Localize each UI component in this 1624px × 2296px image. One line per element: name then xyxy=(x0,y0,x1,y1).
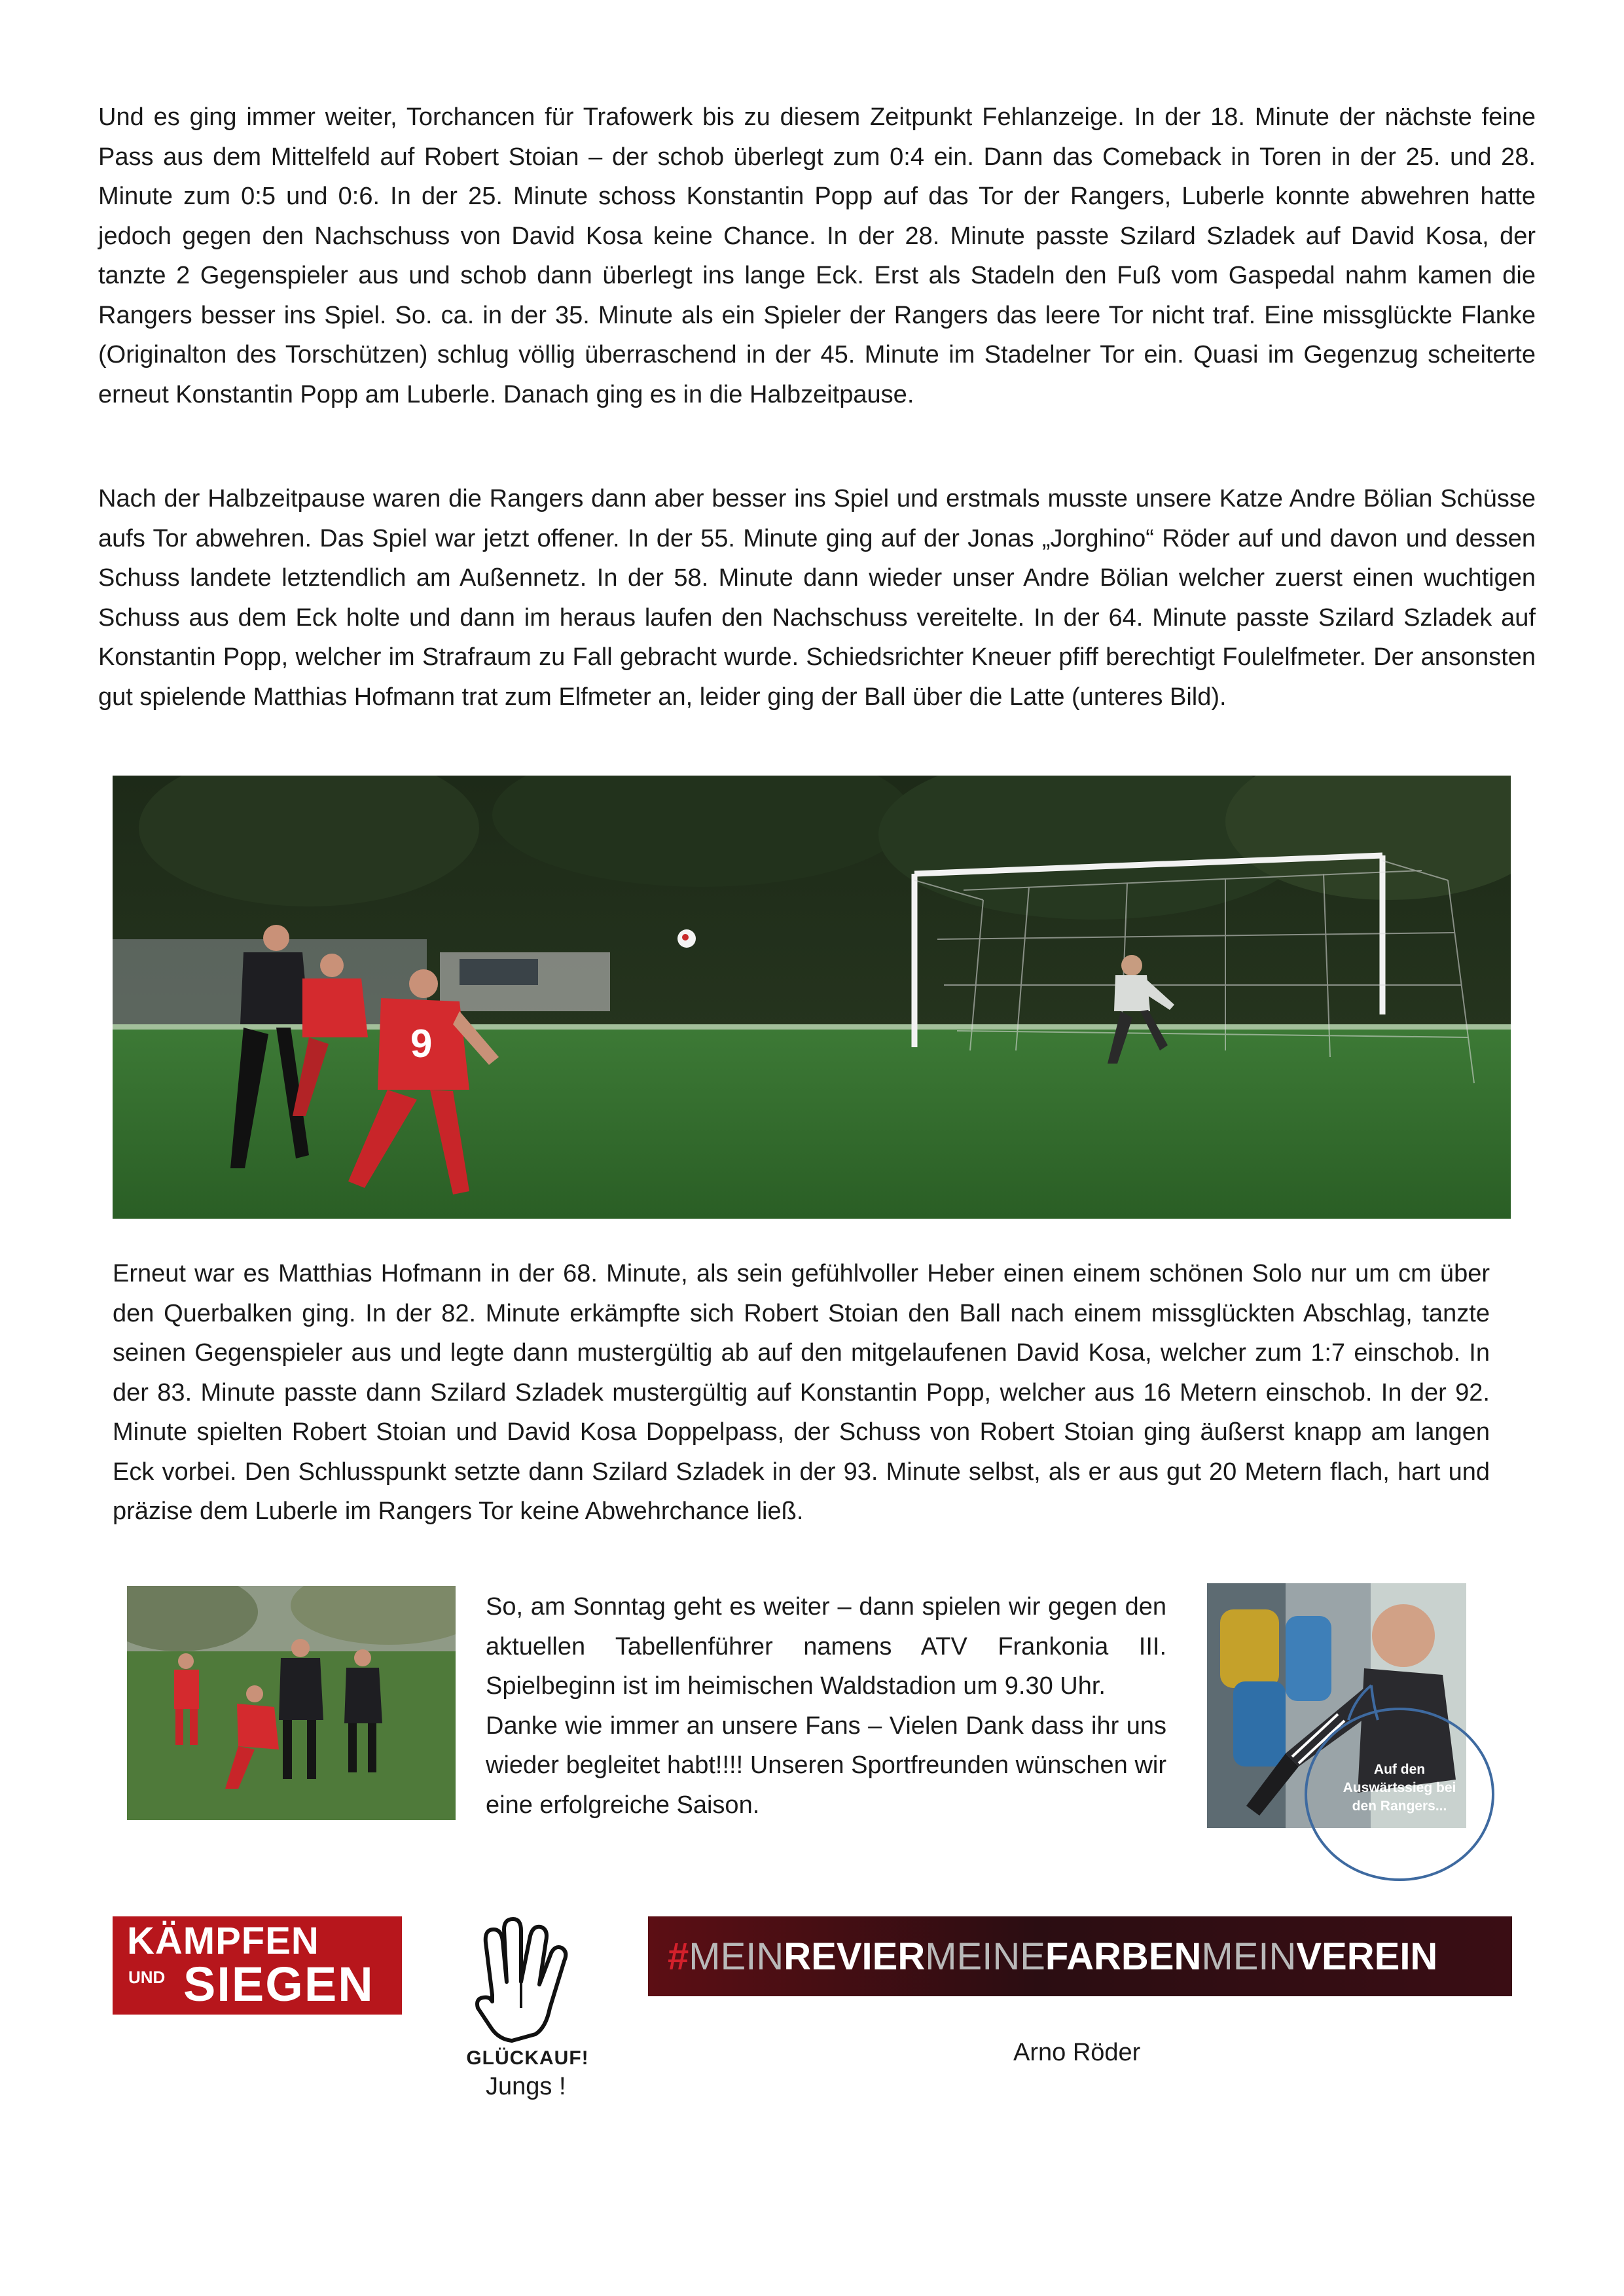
banner-hash: # xyxy=(668,1935,689,1978)
banner-word-siegen: SIEGEN xyxy=(183,1957,374,2011)
speech-bubble-text: Auf den Auswärtssieg bei den Rangers... xyxy=(1343,1761,1456,1814)
banner-word-verein: VEREIN xyxy=(1296,1935,1438,1978)
match-action-photo xyxy=(127,1586,456,1820)
banner-word-revier: REVIER xyxy=(784,1935,926,1978)
mein-revier-banner xyxy=(648,1916,1512,1996)
kampfen-und-siegen-banner xyxy=(113,1916,402,2015)
author-name: Arno Röder xyxy=(1013,2039,1141,2066)
penalty-kick-photo xyxy=(113,776,1511,1219)
banner-word-und: UND xyxy=(128,1967,166,1987)
gluckauf-label: GLÜCKAUF! xyxy=(466,2047,589,2069)
match-report-paragraph-1: Und es ging immer weiter, Torchancen für Trafowerk bis zu diesem Zeitpunkt Fehlanzeige. In der 18. Minute der nächste feine Pass aus dem Mittelfeld auf Robert Stoian – der schob überlegt zum 0:4 ein. Dann das Comeback in Toren in der 25. und 28. Minute zum 0:5 und 0:6. In der 25. Minute schoss Konstantin Popp auf das Tor der Rangers, Luberle konnte abwehren hatte jedoch gegen den Nachschuss von David Kosa keine Chance. In der 28. Minute passte Szilard Szladek auf David Kosa, der tanzte 2 Gegenspieler aus und schob dann überlegt ins lange Eck. Erst als Stadeln den Fuß vom Gaspedal nahm kamen die Rangers besser ins Spiel. So. ca. in der 35. Minute als ein Spieler der Rangers das leere Tor nicht traf. Eine missglückte Flanke (Originalton des Torschützen) schlug völlig überraschend in der 45. Minute im Stadelner Tor ein. Quasi im Gegenzug scheiterte erneut Konstantin Popp am Luberle. Danach ging es in die Halbzeitpause. xyxy=(98,103,1536,408)
match-report-paragraph-2: Nach der Halbzeitpause waren die Rangers dann aber besser ins Spiel und erstmals musste unsere Katze Andre Bölian Schüsse aufs Tor abwehren. Das Spiel war jetzt offener. In der 55. Minute ging auf der Jonas „Jorghino“ Röder auf und davon und dessen Schuss landete letztendlich am Außennetz. In der 58. Minute dann wieder unser Andre Bölian welcher zuerst einen wuchtigen Schuss aus dem Eck holte und dann im heraus laufen den Nachschuss vereitelte. In der 64. Minute passte Szilard Szladek auf Konstantin Popp, welcher im Strafraum zu Fall gebracht wurde. Schiedsrichter Kneuer pfiff berechtigt Foulelfmeter. Der ansonsten gut spielende Matthias Hofmann trat zum Elfmeter an, leider ging der Ball über die Latte (unteres Bild). xyxy=(98,485,1536,711)
banner-word-kampfen: KÄMPFEN xyxy=(127,1920,319,1962)
match-report-paragraph-3: Erneut war es Matthias Hofmann in der 68. Minute, als sein gefühlvoller Heber einen einem schönen Solo nur um cm über den Querbalken ging. In der 82. Minute erkämpfte sich Robert Stoian den Ball nach einem missglückten Abschlag, tanzte seinen Gegenspieler aus und legte dann mustergültig ab auf den mitgelaufenen David Kosa, welcher zum 1:7 einschob. In der 83. Minute passte dann Szilard Szladek mustergültig auf Konstantin Popp, welcher aus 16 Metern einschob. In der 92. Minute spielten Robert Stoian und David Kosa Doppelpass, der Schuss von Robert Stoian ging äußerst knapp am langen Eck vorbei. Den Schlusspunkt setzte dann Szilard Szladek in der 93. Minute selbst, als er aus gut 20 Metern flach, hart und präzise dem Luberle im Rangers Tor keine Abwehrchance ließ. xyxy=(113,1260,1490,1525)
jungs-label: Jungs ! xyxy=(486,2073,566,2100)
upcoming-match-note: So, am Sonntag geht es weiter – dann spielen wir gegen den aktuellen Tabellenführer namens ATV Frankonia III. Spielbeginn ist im heimischen Waldstadion um 9.30 Uhr. Danke wie immer an unsere Fans – Vielen Dank dass ihr uns wieder begleitet habt!!!! Unseren Sportfreunden wünschen wir eine erfolgreiche Saison. xyxy=(486,1593,1166,1819)
banner-word-mein: MEIN xyxy=(689,1935,784,1978)
speech-bubble xyxy=(1305,1708,1494,1881)
banner-word-farben: FARBEN xyxy=(1045,1935,1202,1978)
banner-word-mein-2: MEIN xyxy=(1201,1935,1297,1978)
banner-word-meine: MEINE xyxy=(925,1935,1045,1978)
jersey-number-9: 9 xyxy=(410,1022,433,1066)
